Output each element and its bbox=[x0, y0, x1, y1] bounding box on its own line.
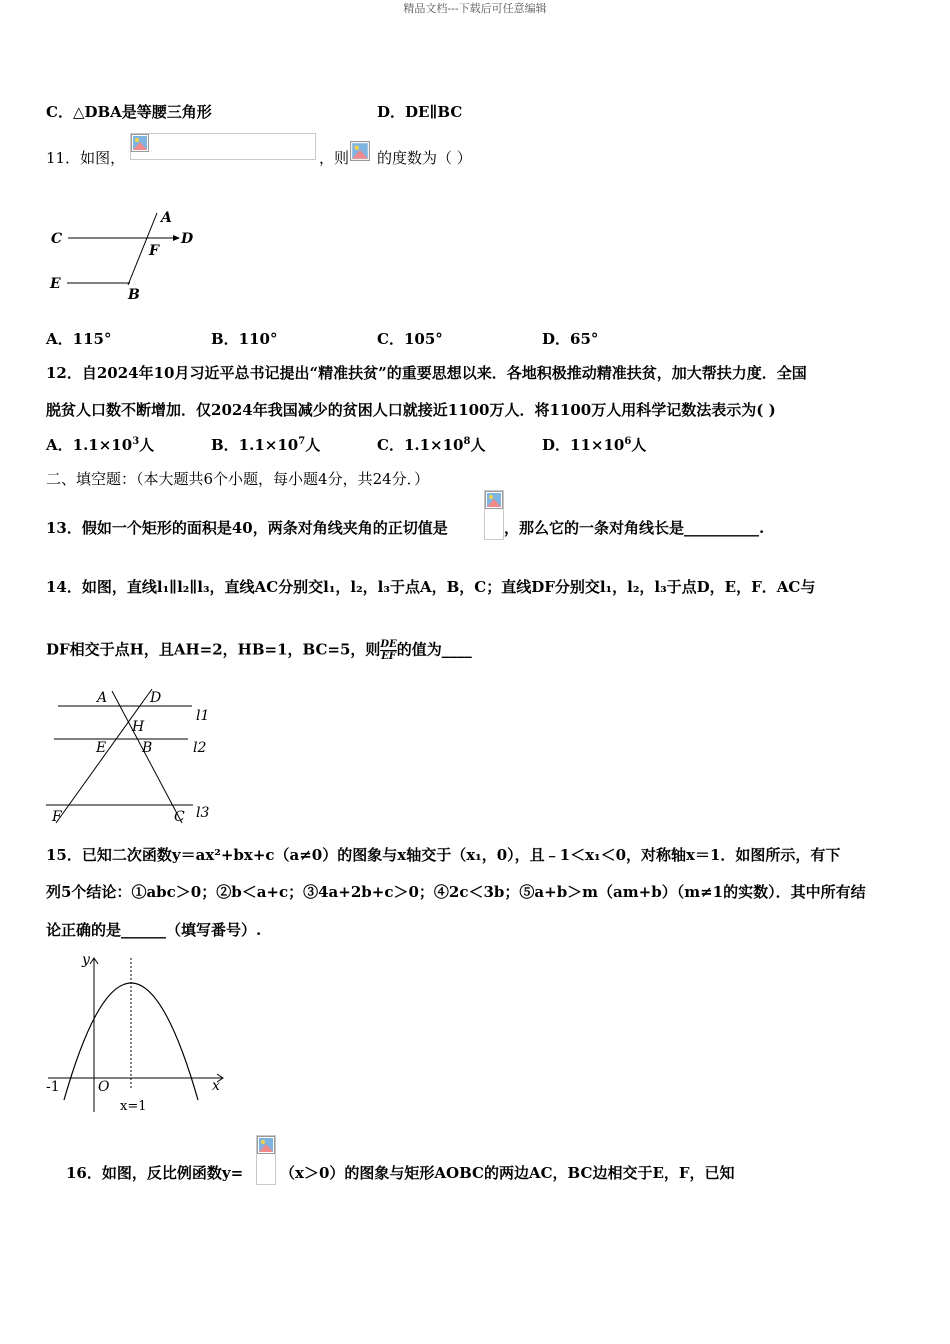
q10-option-d: D．DE∥BC bbox=[377, 103, 463, 121]
broken-image-icon bbox=[131, 134, 149, 152]
label-axis: x=1 bbox=[120, 1099, 147, 1114]
broken-image-placeholder bbox=[256, 1135, 276, 1185]
broken-image-icon bbox=[257, 1136, 275, 1154]
label-f: F bbox=[149, 243, 159, 259]
label-l1: l1 bbox=[196, 708, 210, 724]
label-b: B bbox=[128, 287, 140, 303]
label-e: E bbox=[96, 740, 107, 756]
label-y: y bbox=[82, 952, 90, 968]
label-origin: O bbox=[98, 1079, 110, 1095]
section-2-heading: 二、填空题：（本大题共6个小题，每小题4分，共24分．） bbox=[46, 470, 430, 488]
label-c: C bbox=[174, 809, 185, 825]
label-l3: l3 bbox=[196, 805, 210, 821]
q11-mid: ，则 bbox=[319, 149, 350, 167]
q12-option-d: D．$11\times 10^6$人 bbox=[542, 436, 647, 454]
q12-option-b: B．$1.1\times 10^7$人 bbox=[211, 436, 321, 454]
label-d: D bbox=[150, 690, 162, 706]
arrow-d bbox=[173, 235, 180, 241]
q16-suffix: （x＞0）的图象与矩形AOBC的两边AC，BC边相交于E，F，已知 bbox=[280, 1164, 735, 1182]
broken-image-icon bbox=[350, 141, 370, 161]
label-c: C bbox=[51, 231, 63, 247]
q12-option-a: A．$1.1\times 10^3$人 bbox=[46, 436, 155, 454]
q11-figure bbox=[40, 205, 200, 310]
q11-option-a: A．115° bbox=[46, 330, 112, 348]
label-f: F bbox=[52, 809, 62, 825]
label-neg1: -1 bbox=[46, 1079, 60, 1095]
q11-prefix: 11．如图， bbox=[46, 149, 126, 167]
label-a: A bbox=[161, 210, 172, 226]
q12-line1: 12．自2024年10月习近平总书记提出“精准扶贫”的重要思想以来．各地积极推动精准扶贫，加大帮扶力度．全国 bbox=[46, 364, 807, 382]
q12-option-c: C．$1.1\times 10^8$人 bbox=[377, 436, 486, 454]
q11-option-d: D．65° bbox=[542, 330, 599, 348]
q14-figure bbox=[40, 685, 220, 827]
q14-line2: DF相交于点H，且AH=2，HB=1，BC=5，则 $\frac{DE}{EF}$ 的值为____ bbox=[46, 639, 472, 662]
label-b: B bbox=[142, 740, 153, 756]
broken-image-placeholder bbox=[130, 133, 316, 160]
label-d: D bbox=[181, 231, 194, 247]
q14-line1: 14．如图，直线l₁∥l₂∥l₃，直线AC分别交l₁，l₂，l₃于点A，B，C；直线DF分别交l₁，l₂，l₃于点D，E，F．AC与 bbox=[46, 578, 816, 596]
q11-suffix: 的度数为（ ） bbox=[377, 149, 472, 167]
q13-suffix: ，那么它的一条对角线长是__________. bbox=[504, 519, 765, 537]
q13-prefix: 13．假如一个矩形的面积是40，两条对角线夹角的正切值是 bbox=[46, 519, 448, 537]
line-df bbox=[56, 689, 152, 823]
label-l2: l2 bbox=[193, 740, 207, 756]
line-ac bbox=[112, 691, 182, 823]
q11-option-c: C．105° bbox=[377, 330, 443, 348]
q12-line2: 脱贫人口数不断增加．仅2024年我国减少的贫困人口就接近1100万人．将1100万人用科学记数法表示为( ) bbox=[46, 401, 776, 419]
q14-fraction: $\frac{DE}{EF}$ bbox=[380, 639, 397, 662]
q11-option-b: B．110° bbox=[211, 330, 278, 348]
page-header: 精品文档---下载后可任意编辑 bbox=[403, 2, 547, 15]
label-e: E bbox=[50, 276, 61, 292]
broken-image-placeholder bbox=[484, 490, 504, 540]
label-a: A bbox=[97, 690, 108, 706]
q16-prefix: 16．如图，反比例函数y= bbox=[66, 1164, 244, 1182]
broken-image-icon bbox=[485, 491, 503, 509]
q15-line1: 15．已知二次函数y＝ax²+bx+c（a≠0）的图象与x轴交于（x₁，0），且﹣1＜x₁＜0，对称轴x＝1．如图所示，有下 bbox=[46, 846, 841, 864]
q15-line2: 列5个结论：①abc＞0；②b＜a+c；③4a+2b+c＞0；④2c＜3b；⑤a+b＞m（am+b）（m≠1的实数）．其中所有结 bbox=[46, 883, 866, 901]
q10-option-c: C．△DBA是等腰三角形 bbox=[46, 103, 212, 121]
q15-figure bbox=[42, 950, 232, 1118]
label-x: x bbox=[212, 1078, 220, 1094]
q15-line3: 论正确的是______（填写番号）. bbox=[46, 921, 262, 939]
label-h: H bbox=[132, 719, 145, 735]
